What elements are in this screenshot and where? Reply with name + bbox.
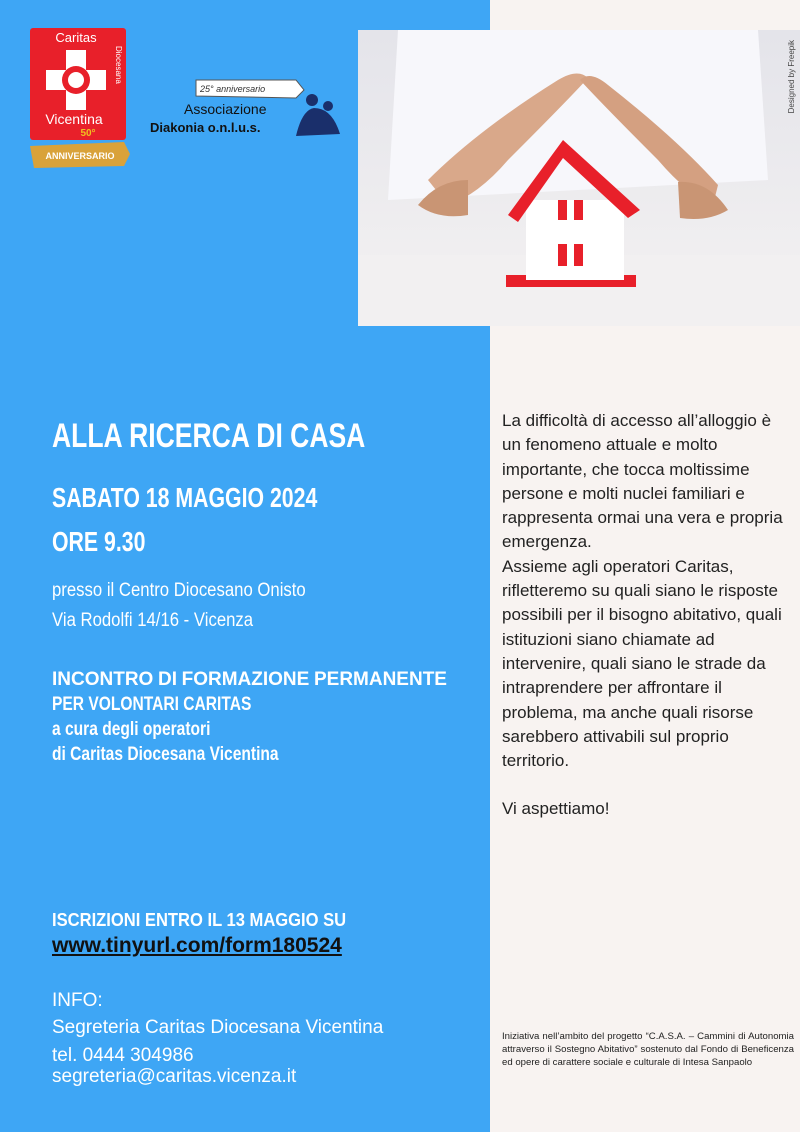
- incontro-word: PERMANENTE: [313, 669, 447, 690]
- event-date: SABATO 18 MAGGIO 2024: [52, 482, 318, 513]
- info-email: segreteria@caritas.vicenza.it: [52, 1066, 297, 1087]
- info-office: Segreteria Caritas Diocesana Vicentina: [52, 1017, 384, 1038]
- event-description: [52, 667, 447, 767]
- caritas-logo-line2: Vicentina: [45, 111, 103, 127]
- registration-label: ISCRIZIONI ENTRO IL 13 MAGGIO SU: [52, 910, 347, 930]
- caritas-logo-line1: Caritas: [55, 30, 97, 45]
- info-label: INFO:: [52, 990, 103, 1011]
- venue-line-2: Via Rodolfi 14/16 - Vicenza: [52, 610, 254, 631]
- caritas-logo-years: 50°: [80, 128, 96, 139]
- incontro-word: DI: [157, 669, 177, 690]
- caritas-logo-ribbon: ANNIVERSARIO: [45, 151, 115, 161]
- incontro-line-3: a cura degli operatori: [52, 719, 211, 740]
- description-paragraph-1: La difficoltà di accesso all’alloggio è un fenomeno attuale e molto importante, che tocca moltissime persone e molti nuclei familiari e rappresenta ormai una vera e propria emergenza.: [502, 411, 783, 552]
- diakonia-line2: Diakonia o.n.l.u.s.: [150, 120, 261, 135]
- caritas-logo: [28, 28, 132, 168]
- photo-credit: Designed by Freepik: [787, 40, 796, 114]
- house-hands-illustration: [358, 30, 800, 326]
- diakonia-line1: Associazione: [184, 101, 267, 117]
- event-time: ORE 9.30: [52, 526, 146, 557]
- incontro-word: FORMAZIONE: [181, 669, 310, 690]
- diakonia-logo: [146, 76, 346, 140]
- house-hands-photo: [358, 30, 800, 326]
- info-phone: tel. 0444 304986: [52, 1045, 194, 1066]
- description-closing: Vi aspettiamo!: [502, 799, 610, 819]
- event-title: ALLA RICERCA DI CASA: [52, 417, 366, 455]
- diakonia-anniversary: 25° anniversario: [200, 84, 266, 94]
- description-paragraph-2: Assieme agli operatori Caritas, rifletteremo su quali siano le risposte possibili per il bisogno abitativo, quali istituzioni siano chiamate ad intervenire, quali siano le strade da intraprendere per affrontare il problema, ma anche quali risorse sarebbero attivabili sul proprio territorio.: [502, 556, 782, 771]
- incontro-line-4: di Caritas Diocesana Vicentina: [52, 744, 279, 765]
- incontro-word: INCONTRO: [52, 669, 154, 690]
- venue-line-1: presso il Centro Diocesano Onisto: [52, 580, 306, 601]
- incontro-line-2: PER VOLONTARI CARITAS: [52, 694, 252, 715]
- incontro-line-1: [52, 667, 447, 692]
- caritas-logo-vertical: Diocesana: [114, 46, 123, 84]
- footer-note: Iniziativa nell’ambito del progetto “C.A.S.A. – Cammini di Autonomia attraverso il Sostegno Abitativo” sostenuto dal Fondo di Beneficenza ed opere di carattere sociale e culturale di Intesa Sanpaolo: [502, 1031, 794, 1068]
- registration-link[interactable]: www.tinyurl.com/form180524: [52, 934, 342, 957]
- description-text: [502, 409, 792, 822]
